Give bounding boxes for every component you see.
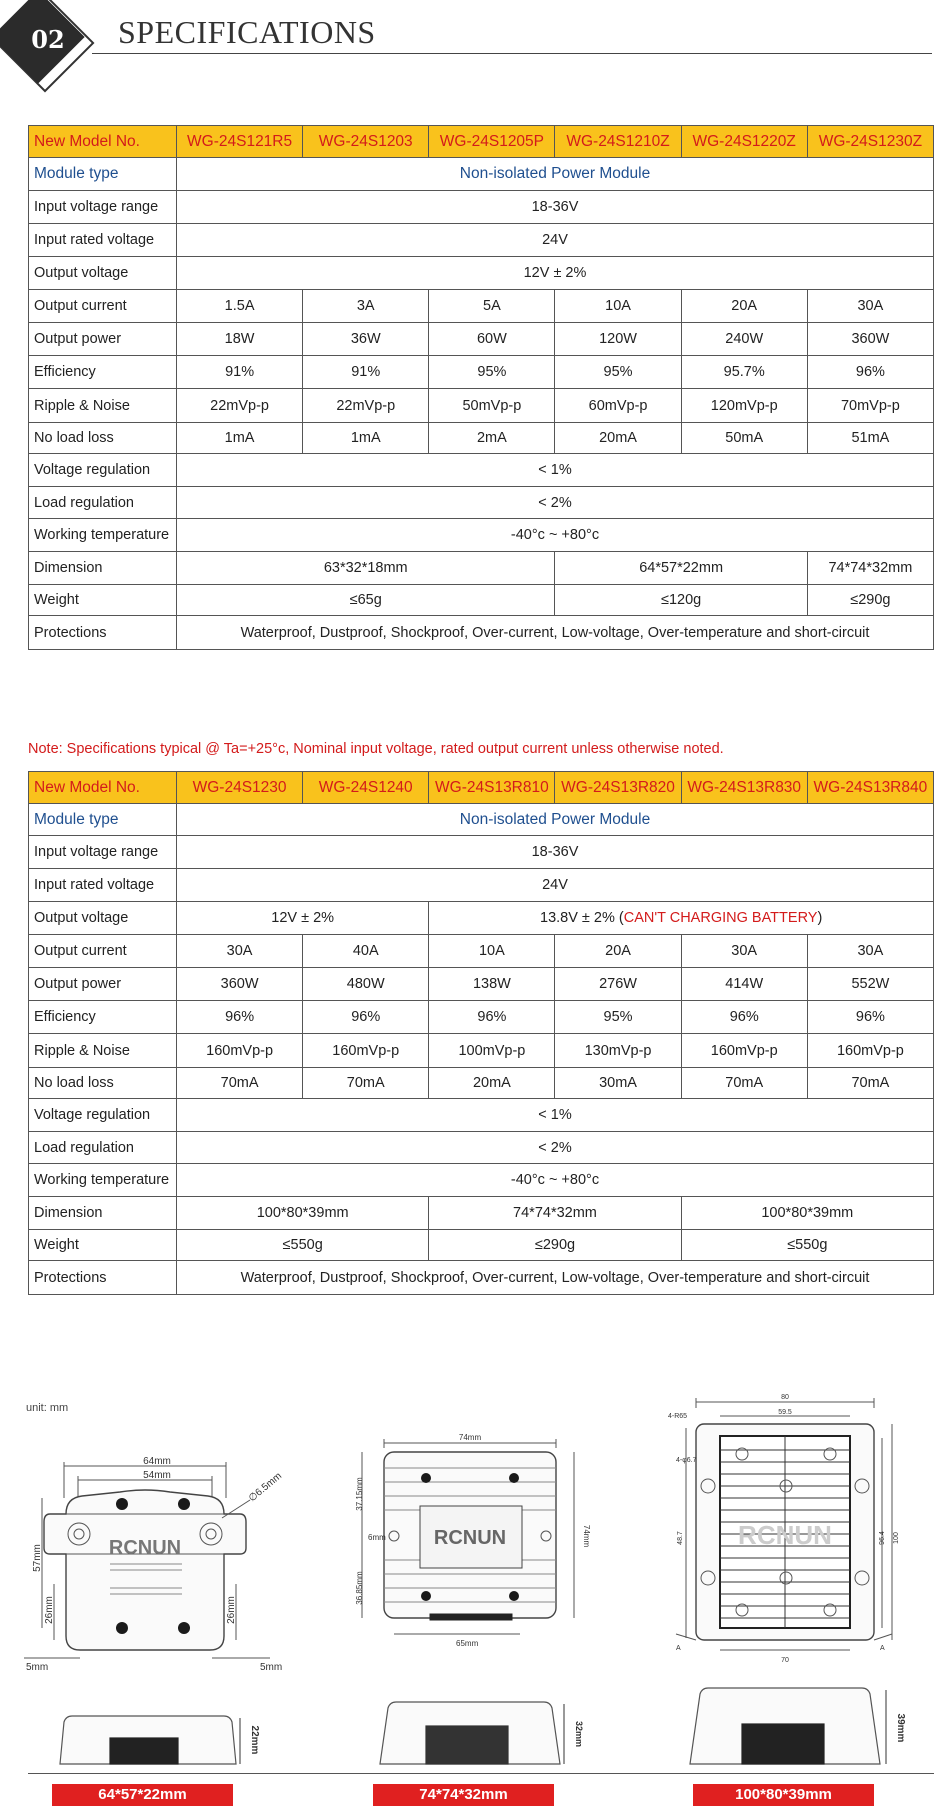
spec-row [29, 290, 934, 323]
spec-row [29, 158, 934, 191]
spec-value: 70mVp-p [807, 389, 933, 423]
drawing-mid-side [380, 1702, 564, 1764]
spec-value: 70mA [177, 1068, 303, 1099]
spec-value: WG-24S13R840 [807, 772, 933, 804]
d2-c: 6mm [368, 1533, 386, 1542]
spec-value: 414W [681, 968, 807, 1001]
spec-label: No load loss [29, 1068, 177, 1099]
dimension-drawings [0, 1388, 950, 1818]
spec-value: 30A [807, 935, 933, 968]
spec-value: 18-36V [177, 191, 934, 224]
d1-height: 57mm [32, 1544, 43, 1572]
spec-value: 30A [807, 290, 933, 323]
spec-label: Output current [29, 935, 177, 968]
spec-label: Module type [29, 804, 177, 836]
spec-label: Output voltage [29, 902, 177, 935]
d3-bottom: 70 [781, 1657, 789, 1664]
spec-row [29, 935, 934, 968]
spec-row [29, 356, 934, 389]
dimension-label-mid: 74*74*32mm [373, 1784, 554, 1806]
spec-row [29, 519, 934, 552]
spec-label: Working temperature [29, 519, 177, 552]
spec-value: WG-24S1230 [177, 772, 303, 804]
spec-value: 95% [555, 356, 681, 389]
spec-value: WG-24S1230Z [807, 126, 933, 158]
d1-width-inner: 54mm [143, 1470, 171, 1481]
spec-value: 10A [555, 290, 681, 323]
spec-table-2 [28, 771, 934, 1295]
spec-value: 12V ± 2% [177, 257, 934, 290]
spec-value: 2mA [429, 423, 555, 454]
spec-value: Waterproof, Dustproof, Shockproof, Over-current, Low-voltage, Over-temperature and short-circuit [177, 616, 934, 650]
spec-row [29, 389, 934, 423]
spec-value: 360W [177, 968, 303, 1001]
spec-row [29, 1261, 934, 1295]
spec-value: 276W [555, 968, 681, 1001]
spec-label: Efficiency [29, 1001, 177, 1034]
spec-row [29, 616, 934, 650]
spec-label: Efficiency [29, 356, 177, 389]
spec-value: ≤65g [177, 585, 555, 616]
spec-label: New Model No. [29, 772, 177, 804]
spec-value: 96% [807, 356, 933, 389]
spec-value: 64*57*22mm [555, 552, 807, 585]
spec-label: Load regulation [29, 487, 177, 519]
spec-row [29, 1001, 934, 1034]
spec-row [29, 585, 934, 616]
spec-value: WG-24S13R810 [429, 772, 555, 804]
spec-label: Voltage regulation [29, 454, 177, 487]
d2-b: 36.85mm [355, 1571, 364, 1605]
spec-value: ≤550g [177, 1230, 429, 1261]
spec-row [29, 1068, 934, 1099]
spec-label: Dimension [29, 1197, 177, 1230]
spec-row [29, 1034, 934, 1068]
spec-row [29, 869, 934, 902]
spec-label: Output current [29, 290, 177, 323]
spec-value: 20mA [429, 1068, 555, 1099]
spec-value: 70mA [807, 1068, 933, 1099]
spec-label: Input voltage range [29, 836, 177, 869]
spec-label: Load regulation [29, 1132, 177, 1164]
spec-value: WG-24S13R820 [555, 772, 681, 804]
spec-value: 5A [429, 290, 555, 323]
spec-value: 480W [303, 968, 429, 1001]
spec-row [29, 1164, 934, 1197]
d3-a-left: A [676, 1645, 681, 1652]
spec-value: 360W [807, 323, 933, 356]
spec-label: Weight [29, 585, 177, 616]
spec-value: Non-isolated Power Module [177, 158, 934, 191]
spec-row [29, 1230, 934, 1261]
spec-label: Output power [29, 323, 177, 356]
spec-value: < 1% [177, 454, 934, 487]
section-header [0, 0, 950, 100]
spec-value: 1mA [303, 423, 429, 454]
d1-left-edge: 5mm [26, 1662, 49, 1673]
spec-value: 120W [555, 323, 681, 356]
spec-row [29, 902, 934, 935]
spec-value: < 2% [177, 487, 934, 519]
spec-value: 70mA [681, 1068, 807, 1099]
spec-value: 91% [177, 356, 303, 389]
spec-value: 95% [429, 356, 555, 389]
spec-value: 12V ± 2% [177, 902, 429, 935]
spec-label: Voltage regulation [29, 1099, 177, 1132]
spec-row [29, 487, 934, 519]
spec-value: 130mVp-p [555, 1034, 681, 1068]
d1-right: 26mm [226, 1596, 237, 1624]
spec-row [29, 968, 934, 1001]
d2-a: 37.15mm [355, 1477, 364, 1511]
spec-value: Non-isolated Power Module [177, 804, 934, 836]
spec-value: 74*74*32mm [807, 552, 933, 585]
d3-width-inner: 59.5 [778, 1409, 792, 1416]
spec-note: Note: Specifications typical @ Ta=+25°c, Nominal input voltage, rated output current unless otherwise noted. [28, 741, 724, 757]
spec-value: < 2% [177, 1132, 934, 1164]
spec-row [29, 257, 934, 290]
spec-value: 70mA [303, 1068, 429, 1099]
spec-value: 60mVp-p [555, 389, 681, 423]
section-divider [92, 53, 932, 54]
spec-value: -40°c ~ +80°c [177, 519, 934, 552]
dimension-divider [28, 1773, 934, 1774]
spec-row [29, 1099, 934, 1132]
spec-value: 91% [303, 356, 429, 389]
spec-table-1 [28, 125, 934, 650]
spec-value: 10A [429, 935, 555, 968]
spec-row [29, 126, 934, 158]
spec-value: 60W [429, 323, 555, 356]
spec-label: Protections [29, 616, 177, 650]
spec-value: 96% [429, 1001, 555, 1034]
section-number: 02 [31, 25, 65, 54]
spec-label: Weight [29, 1230, 177, 1261]
spec-value: 100*80*39mm [177, 1197, 429, 1230]
spec-value: 160mVp-p [807, 1034, 933, 1068]
dimension-label-small: 64*57*22mm [52, 1784, 233, 1806]
spec-value: 18-36V [177, 836, 934, 869]
spec-value: 160mVp-p [681, 1034, 807, 1068]
d3-r4: 100 [893, 1532, 900, 1544]
drawing-mid-brand: RCNUN [433, 1527, 507, 1549]
spec-row [29, 552, 934, 585]
spec-value: WG-24S121R5 [177, 126, 303, 158]
spec-label: Module type [29, 158, 177, 191]
spec-value: 40A [303, 935, 429, 968]
d3-l1: 48.7 [677, 1531, 684, 1545]
spec-value: 24V [177, 224, 934, 257]
unit-label: unit: mm [26, 1402, 69, 1414]
spec-value: 120mVp-p [681, 389, 807, 423]
drawings-svg [0, 1388, 950, 1818]
spec-row [29, 836, 934, 869]
drawing-small-top [24, 1462, 270, 1658]
spec-row [29, 423, 934, 454]
spec-row [29, 804, 934, 836]
d1-width-outer: 64mm [143, 1456, 171, 1467]
spec-label: Dimension [29, 552, 177, 585]
drawing-large-side [690, 1688, 886, 1764]
spec-value: 74*74*32mm [429, 1197, 681, 1230]
spec-value: 51mA [807, 423, 933, 454]
spec-value: WG-24S1203 [303, 126, 429, 158]
spec-value: 30A [681, 935, 807, 968]
spec-row [29, 1132, 934, 1164]
spec-value: 160mVp-p [303, 1034, 429, 1068]
spec-label: Input voltage range [29, 191, 177, 224]
spec-value: 30mA [555, 1068, 681, 1099]
spec-value: 22mVp-p [303, 389, 429, 423]
spec-row [29, 323, 934, 356]
spec-value: 95.7% [681, 356, 807, 389]
spec-value: 36W [303, 323, 429, 356]
spec-value: < 1% [177, 1099, 934, 1132]
drawing-small-brand: RCNUN [108, 1537, 182, 1559]
spec-value: WG-24S1210Z [555, 126, 681, 158]
d1-hole: ∅6.5mm [246, 1470, 285, 1505]
spec-value: 100*80*39mm [681, 1197, 933, 1230]
d3-width: 80 [781, 1394, 789, 1401]
spec-value: ≤550g [681, 1230, 933, 1261]
spec-row [29, 1197, 934, 1230]
spec-value: WG-24S1220Z [681, 126, 807, 158]
spec-label: New Model No. [29, 126, 177, 158]
spec-value: 240W [681, 323, 807, 356]
spec-value: 138W [429, 968, 555, 1001]
spec-row [29, 191, 934, 224]
spec-value: WG-24S1205P [429, 126, 555, 158]
spec-value: 63*32*18mm [177, 552, 555, 585]
spec-value: 96% [807, 1001, 933, 1034]
spec-value: 3A [303, 290, 429, 323]
spec-label: Input rated voltage [29, 224, 177, 257]
spec-value: 20A [681, 290, 807, 323]
spec-value: 160mVp-p [177, 1034, 303, 1068]
spec-label: Working temperature [29, 1164, 177, 1197]
section-title: SPECIFICATIONS [118, 14, 376, 50]
spec-row [29, 772, 934, 804]
d3-side-height: 39mm [895, 1713, 906, 1743]
spec-value: 95% [555, 1001, 681, 1034]
spec-label: Ripple & Noise [29, 389, 177, 423]
d3-r3: 96.4 [879, 1531, 886, 1545]
spec-value: 30A [177, 935, 303, 968]
dimension-label-large: 100*80*39mm [693, 1784, 874, 1806]
spec-value: WG-24S1240 [303, 772, 429, 804]
spec-value: WG-24S13R830 [681, 772, 807, 804]
spec-value: 50mVp-p [429, 389, 555, 423]
spec-value: ≤290g [807, 585, 933, 616]
spec-value: 20A [555, 935, 681, 968]
spec-row [29, 224, 934, 257]
spec-value: ≤290g [429, 1230, 681, 1261]
drawing-large-brand: RCNUN [738, 1520, 832, 1550]
spec-label: Output voltage [29, 257, 177, 290]
spec-value: -40°c ~ +80°c [177, 1164, 934, 1197]
d3-a-right: A [880, 1645, 885, 1652]
d2-width: 74mm [458, 1433, 482, 1442]
spec-value: 22mVp-p [177, 389, 303, 423]
spec-value: 20mA [555, 423, 681, 454]
spec-value: 100mVp-p [429, 1034, 555, 1068]
spec-value: 13.8V ± 2% (CAN'T CHARGING BATTERY) [429, 902, 934, 935]
spec-label: Ripple & Noise [29, 1034, 177, 1068]
d3-r1: 4-R65 [668, 1413, 688, 1420]
d1-side-height: 22mm [249, 1725, 260, 1755]
spec-value: 1mA [177, 423, 303, 454]
d1-bottom: 26mm [44, 1596, 55, 1624]
spec-label: Output power [29, 968, 177, 1001]
spec-value: Waterproof, Dustproof, Shockproof, Over-current, Low-voltage, Over-temperature and short-circuit [177, 1261, 934, 1295]
spec-value: 50mA [681, 423, 807, 454]
spec-label: No load loss [29, 423, 177, 454]
d2-height: 74mm [582, 1524, 591, 1548]
spec-label: Protections [29, 1261, 177, 1295]
d3-r2: 4-φ6.7 [676, 1457, 697, 1464]
spec-value: 18W [177, 323, 303, 356]
d2-side-height: 32mm [574, 1720, 584, 1748]
d2-bottom: 65mm [456, 1639, 479, 1648]
spec-value: 24V [177, 869, 934, 902]
spec-value: 96% [303, 1001, 429, 1034]
d1-right-edge: 5mm [260, 1662, 283, 1673]
drawing-small-side [60, 1716, 240, 1764]
spec-row [29, 454, 934, 487]
spec-value: ≤120g [555, 585, 807, 616]
spec-value: 96% [177, 1001, 303, 1034]
spec-value: 96% [681, 1001, 807, 1034]
spec-value: 1.5A [177, 290, 303, 323]
spec-value: 552W [807, 968, 933, 1001]
spec-label: Input rated voltage [29, 869, 177, 902]
